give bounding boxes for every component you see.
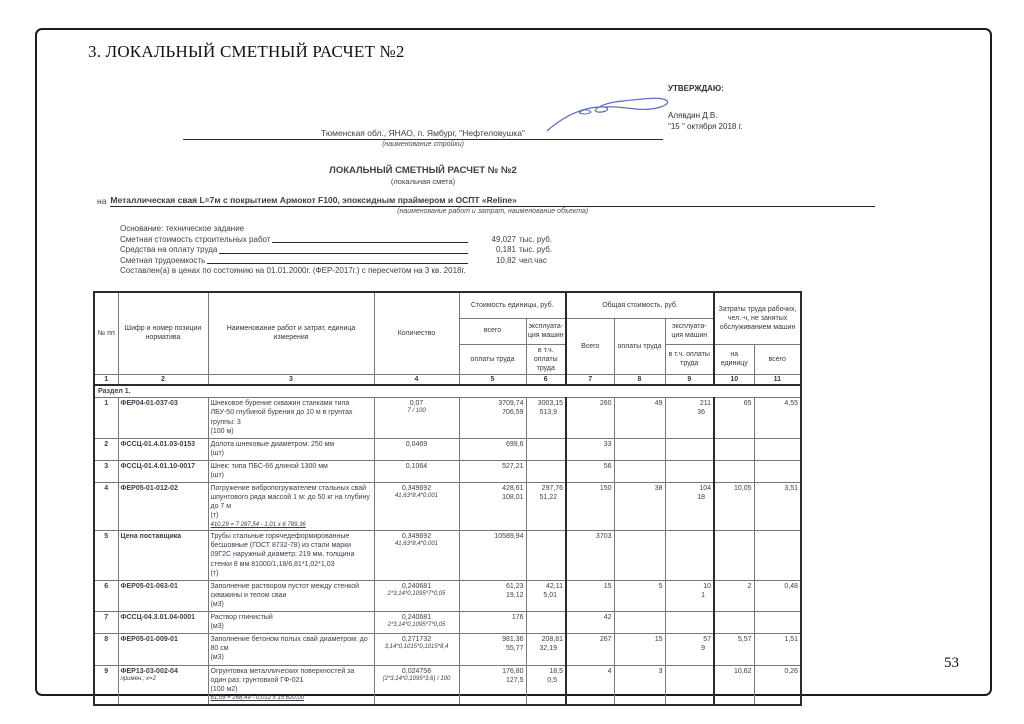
- unit-cost-total-cell: 176: [459, 612, 526, 634]
- summary-note: Составлен(а) в ценах по состоянию на 01.01.2000г. (ФЕР-2017г.) с пересчетом на 3 кв. 2018г.: [120, 266, 466, 275]
- summary-value: 10,82: [495, 255, 516, 265]
- total-labor-pay-cell: 49: [614, 398, 665, 438]
- col-header-labor-per-unit: на единицу: [714, 344, 754, 374]
- section-row: [94, 385, 801, 398]
- summary-value: 0,181: [495, 245, 516, 254]
- total-machines-cell: [665, 665, 714, 705]
- total-cost-cell: 267: [566, 634, 614, 665]
- row-number-cell: 6: [94, 580, 118, 611]
- unit-cost-machines-cell: 18,5 0,5: [526, 665, 566, 705]
- estimate-table-body: [94, 385, 801, 704]
- summary-label: Средства на оплату труда: [120, 245, 218, 254]
- quantity-cell: 0,07 7 / 100: [374, 398, 459, 438]
- col-number: 3: [208, 374, 374, 385]
- norm-code-cell: ФЕР13-03-002-04 примен.; к=2: [118, 665, 208, 705]
- total-cost-cell: 260: [566, 398, 614, 438]
- construction-site-line: [183, 128, 663, 148]
- unit-cost-machines-cell: 297,76 51,22: [526, 483, 566, 531]
- estimate-title: ЛОКАЛЬНЫЙ СМЕТНЫЙ РАСЧЕТ № №2: [329, 165, 517, 176]
- quantity-cell: 0,240681 2*3,14*0,1095*7*0,05: [374, 580, 459, 611]
- construction-site-caption: (наименование стройки): [382, 141, 464, 148]
- unit-cost-total-cell: 10589,94: [459, 531, 526, 580]
- col-number: 7: [566, 374, 614, 385]
- work-description-cell: Огрунтовка металлических поверхностей за один раз: грунтовкой ГФ-021 (100 м2) 81,05 = 268,49 - 0,012 х 15 620,00: [208, 665, 374, 705]
- labor-total-cell: 0,26: [754, 665, 801, 705]
- col-header-name: Наименование работ и затрат, единица измерения: [208, 292, 374, 374]
- work-description-cell: Раствор глинистый (м3): [208, 612, 374, 634]
- approver-name: Алявдин Д.В.: [668, 111, 718, 120]
- estimate-row: [94, 483, 801, 531]
- summary-label: Сметная трудоемкость: [120, 255, 206, 265]
- summary-basis: Основание: техническое задание: [120, 224, 245, 233]
- work-description-cell: Заполнение бетоном полых свай диаметром: до 80 см (м3): [208, 634, 374, 665]
- quantity-cell: 0,349692 41,63*8,4*0,001: [374, 531, 459, 580]
- col-header-qty: Количество: [374, 292, 459, 374]
- unit-cost-total-cell: 61,23 19,12: [459, 580, 526, 611]
- work-description-cell: Заполнение раствором пустот между стенкой скважины и телом сваи (м3): [208, 580, 374, 611]
- total-labor-pay-cell: 15: [614, 634, 665, 665]
- col-number: 9: [665, 374, 714, 385]
- object-name: Металлическая свая L=7м с покрытием Армокот F100, эпоксидным праймером и ОСПТ «Reline»: [110, 195, 875, 207]
- labor-per-unit-cell: 10,05: [714, 483, 754, 531]
- approval-label: УТВЕРЖДАЮ:: [668, 84, 724, 93]
- unit-cost-total-cell: 428,61 108,01: [459, 483, 526, 531]
- total-cost-cell: 150: [566, 483, 614, 531]
- approval-date: "15 " октября 2018 г.: [668, 122, 743, 131]
- norm-code-cell: ФЕР05-01-009-01: [118, 634, 208, 665]
- row-number-cell: 5: [94, 531, 118, 580]
- quantity-cell: 0,024756 (2*3,14*0,1095*3,6) / 100: [374, 665, 459, 705]
- estimate-row: [94, 634, 801, 665]
- labor-per-unit-cell: 5,57: [714, 634, 754, 665]
- row-number-cell: 8: [94, 634, 118, 665]
- total-cost-cell: 4: [566, 665, 614, 705]
- norm-code-cell: ФЕР04-01-037-03: [118, 398, 208, 438]
- section-title: Раздел 1.: [94, 385, 801, 398]
- col-header-grand-total: Всего: [566, 318, 614, 374]
- row-number-cell: 9: [94, 665, 118, 705]
- col-number: 4: [374, 374, 459, 385]
- total-labor-pay-cell: [614, 612, 665, 634]
- unit-cost-total-cell: 527,21: [459, 460, 526, 482]
- labor-total-cell: 0,48: [754, 580, 801, 611]
- total-labor-pay-cell: 38: [614, 483, 665, 531]
- unit-cost-total-cell: 981,36 55,77: [459, 634, 526, 665]
- unit-cost-machines-cell: [526, 460, 566, 482]
- estimate-title-block: [183, 165, 663, 186]
- unit-cost-machines-cell: 208,81 32,19: [526, 634, 566, 665]
- unit-cost-total-cell: 699,6: [459, 438, 526, 460]
- estimate-object-line: [97, 195, 875, 215]
- leader-line: [207, 263, 468, 264]
- approval-block: [668, 84, 888, 131]
- labor-per-unit-cell: [714, 460, 754, 482]
- labor-total-cell: 1,51: [754, 634, 801, 665]
- total-machines-cell: [665, 438, 714, 460]
- object-prefix: на: [97, 196, 107, 206]
- total-machines-cell: [665, 531, 714, 580]
- labor-total-cell: 4,55: [754, 398, 801, 438]
- summary-unit: тыс. руб.: [519, 234, 553, 244]
- summary-line-cost: [120, 235, 568, 246]
- total-labor-pay-cell: [614, 438, 665, 460]
- estimate-row: [94, 531, 801, 580]
- estimate-row: [94, 612, 801, 634]
- col-header-num: № пп: [94, 292, 118, 374]
- labor-total-cell: [754, 612, 801, 634]
- unit-cost-total-cell: 176,80 127,5: [459, 665, 526, 705]
- col-header-unit-total: всего: [459, 318, 526, 344]
- col-header-unit-mach-pay: в т.ч. оплаты труда: [526, 344, 566, 374]
- labor-total-cell: 3,51: [754, 483, 801, 531]
- unit-cost-machines-cell: [526, 438, 566, 460]
- estimate-row: [94, 580, 801, 611]
- summary-unit: чел.час: [519, 255, 547, 265]
- col-header-labor: Затраты труда рабочих, чел.-ч, не занятых обслуживанием машин: [714, 292, 801, 344]
- leader-line: [272, 242, 468, 243]
- page-title: 3. ЛОКАЛЬНЫЙ СМЕТНЫЙ РАСЧЕТ №2: [88, 42, 405, 61]
- unit-cost-machines-cell: 42,11 5,01: [526, 580, 566, 611]
- total-machines-cell: 211 36: [665, 398, 714, 438]
- row-number-cell: 7: [94, 612, 118, 634]
- total-labor-pay-cell: [614, 531, 665, 580]
- col-header-total-pay: оплаты труда: [614, 318, 665, 374]
- total-labor-pay-cell: 5: [614, 580, 665, 611]
- total-cost-cell: 3703: [566, 531, 614, 580]
- total-labor-pay-cell: [614, 460, 665, 482]
- object-caption: (наименование работ и затрат, наименование объекта): [397, 208, 589, 215]
- labor-total-cell: [754, 460, 801, 482]
- summary-value: 49,027: [491, 234, 516, 244]
- estimate-row: [94, 460, 801, 482]
- page-number: 53: [944, 655, 959, 671]
- work-description-cell: Шнек: типа ПБС-66 длиной 1300 мм (шт): [208, 460, 374, 482]
- estimate-row: [94, 438, 801, 460]
- labor-per-unit-cell: [714, 438, 754, 460]
- quantity-cell: 0,240681 2*3,14*0,1095*7*0,05: [374, 612, 459, 634]
- labor-total-cell: [754, 438, 801, 460]
- estimate-row: [94, 665, 801, 705]
- total-machines-cell: 10 1: [665, 580, 714, 611]
- total-labor-pay-cell: 3: [614, 665, 665, 705]
- summary-line-pay: [120, 245, 568, 256]
- col-header-total-cost: Общая стоимость, руб.: [566, 292, 714, 318]
- norm-code-cell: ФССЦ-04.3.01.04-0001: [118, 612, 208, 634]
- norm-code-cell: ФССЦ-01.4.01.10-0017: [118, 460, 208, 482]
- col-header-total-mach-pay: в т.ч. оплаты труда: [665, 344, 714, 374]
- col-header-unit-cost: Стоимость единицы, руб.: [459, 292, 566, 318]
- unit-cost-machines-cell: 3003,15 513,9: [526, 398, 566, 438]
- summary-label: Сметная стоимость строительных работ: [120, 234, 271, 244]
- labor-total-cell: [754, 531, 801, 580]
- row-number-cell: 4: [94, 483, 118, 531]
- work-description-cell: Трубы стальные горячедеформированные бесшовные (ГОСТ 8732-78) из стали марки 09Г2С наружный диаметр: 219 мм, толщина стенки 8 мм 81000/1,18/6,81*1,02*1,03 (т): [208, 531, 374, 580]
- estimate-subtitle: (локальная смета): [390, 177, 456, 186]
- col-number: 2: [118, 374, 208, 385]
- col-header-total-mach: эксплуата-ция машин: [665, 318, 714, 344]
- construction-site-name: Тюменская обл., ЯНАО, п. Ямбург, "Нефтеловушка": [183, 128, 663, 140]
- quantity-cell: 0,1064: [374, 460, 459, 482]
- total-cost-cell: 15: [566, 580, 614, 611]
- total-machines-cell: 57 9: [665, 634, 714, 665]
- estimate-summary: [120, 224, 568, 277]
- col-number: 8: [614, 374, 665, 385]
- total-cost-cell: 42: [566, 612, 614, 634]
- row-number-cell: 2: [94, 438, 118, 460]
- col-number: 5: [459, 374, 526, 385]
- labor-per-unit-cell: [714, 531, 754, 580]
- labor-per-unit-cell: 65: [714, 398, 754, 438]
- norm-code-cell: ФЕР05-01-012-02: [118, 483, 208, 531]
- total-machines-cell: [665, 612, 714, 634]
- labor-per-unit-cell: 2: [714, 580, 754, 611]
- col-number: 10: [714, 374, 754, 385]
- quantity-cell: 0,349692 41,63*8,4*0,001: [374, 483, 459, 531]
- col-header-code: Шифр и номер позиции норматива: [118, 292, 208, 374]
- col-number: 6: [526, 374, 566, 385]
- unit-cost-machines-cell: [526, 531, 566, 580]
- total-cost-cell: 56: [566, 460, 614, 482]
- col-header-labor-total: всего: [754, 344, 801, 374]
- labor-per-unit-cell: 10,62: [714, 665, 754, 705]
- work-description-cell: Шнековое бурение скважин станками типа ЛБУ-50 глубиной бурения до 10 м в грунтах группы: 3 (100 м): [208, 398, 374, 438]
- summary-unit: тыс. руб.: [519, 245, 553, 254]
- col-number: 11: [754, 374, 801, 385]
- leader-line: [219, 253, 468, 254]
- unit-cost-machines-cell: [526, 612, 566, 634]
- summary-line-labor: [120, 256, 568, 267]
- estimate-table: [93, 291, 802, 706]
- col-number: 1: [94, 374, 118, 385]
- work-description-cell: Долота шнековые диаметром: 250 мм (шт): [208, 438, 374, 460]
- quantity-cell: 0,0469: [374, 438, 459, 460]
- total-machines-cell: [665, 460, 714, 482]
- total-machines-cell: 104 18: [665, 483, 714, 531]
- total-cost-cell: 33: [566, 438, 614, 460]
- unit-cost-total-cell: 3709,74 706,59: [459, 398, 526, 438]
- row-number-cell: 1: [94, 398, 118, 438]
- quantity-cell: 0,271732 3,14*0,1015*0,1015*8,4: [374, 634, 459, 665]
- estimate-row: [94, 398, 801, 438]
- norm-code-cell: ФССЦ-01.4.01.03-0153: [118, 438, 208, 460]
- row-number-cell: 3: [94, 460, 118, 482]
- col-header-unit-pay: оплаты труда: [459, 344, 526, 374]
- norm-code-cell: Цена поставщика: [118, 531, 208, 580]
- col-header-unit-mach: эксплуата-ция машин: [526, 318, 566, 344]
- work-description-cell: Погружение вибропогружателем стальных свай шпунтового ряда массой 1 м: до 50 кг на глубину до 7 м (т) 410,29 = 7 267,54 - 1,01 х 6 789,36: [208, 483, 374, 531]
- labor-per-unit-cell: [714, 612, 754, 634]
- norm-code-cell: ФЕР05-01-063-01: [118, 580, 208, 611]
